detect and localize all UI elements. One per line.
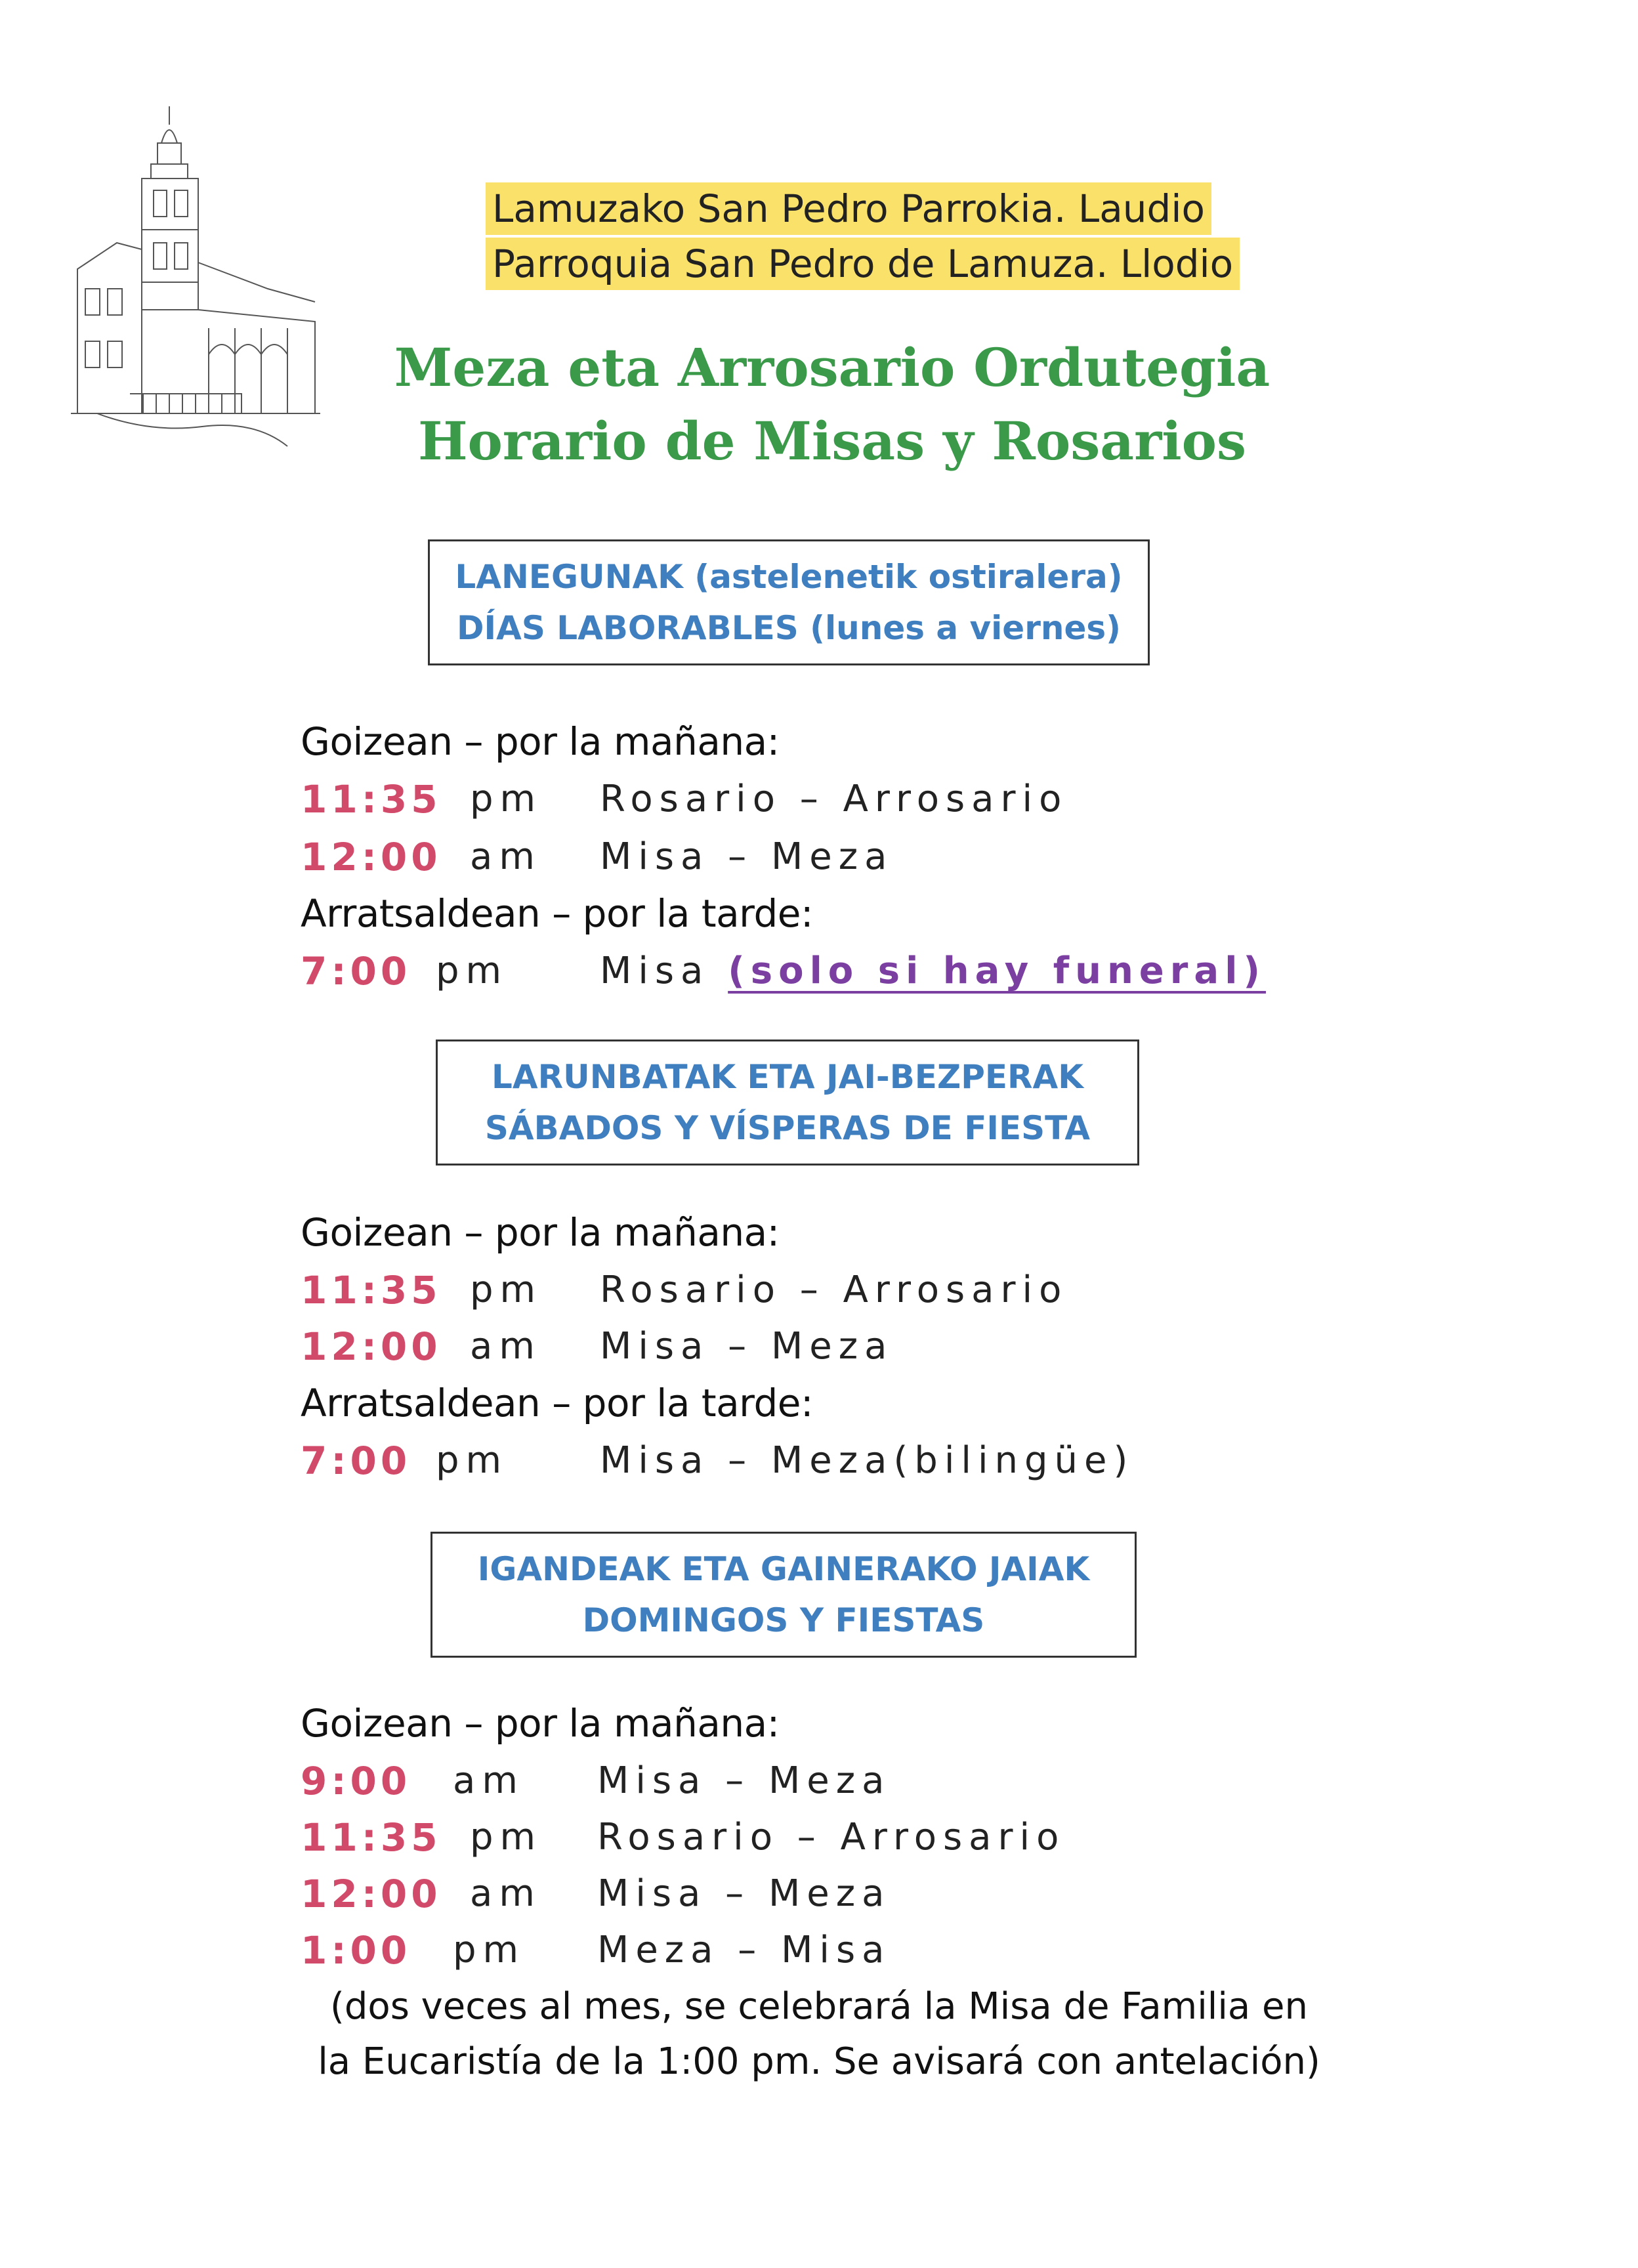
schedule-ampm: am	[470, 1325, 541, 1368]
schedule-ampm: pm	[436, 1439, 509, 1482]
schedule-description: Rosario – Arrosario	[600, 1269, 1068, 1311]
afternoon-label: Arratsaldean – por la tarde:	[301, 1381, 814, 1425]
heading-basque: LARUNBATAK ETA JAI-BEZPERAK	[492, 1058, 1083, 1096]
schedule-time: 12:00	[301, 835, 442, 879]
section-heading-sundays	[430, 1532, 1137, 1658]
schedule-time: 12:00	[301, 1872, 442, 1916]
schedule-ampm: pm	[470, 1816, 543, 1858]
schedule-description: Misa – Meza	[597, 1759, 891, 1802]
heading-basque: IGANDEAK ETA GAINERAKO JAIAK	[477, 1550, 1090, 1588]
schedule-description: Misa – Meza	[600, 1325, 894, 1368]
afternoon-label: Arratsaldean – por la tarde:	[301, 891, 814, 936]
schedule-time: 9:00	[301, 1759, 411, 1803]
schedule-description	[600, 945, 1266, 998]
parish-name-spanish: Parroquia San Pedro de Lamuza. Llodio	[486, 238, 1240, 290]
heading-spanish: DOMINGOS Y FIESTAS	[582, 1601, 985, 1639]
schedule-ampm: pm	[470, 778, 543, 820]
schedule-time: 7:00	[301, 1438, 411, 1483]
schedule-time: 11:35	[301, 1815, 442, 1860]
schedule-time: 11:35	[301, 777, 442, 822]
schedule-description: Misa – Meza(bilingüe)	[600, 1439, 1135, 1482]
section-heading-saturdays	[436, 1040, 1139, 1166]
page-title-basque: Meza eta Arrosario Ordutegia	[394, 337, 1270, 398]
schedule-time: 11:35	[301, 1268, 442, 1312]
schedule-ampm: am	[470, 1872, 541, 1915]
church-illustration	[71, 105, 320, 459]
schedule-ampm: am	[470, 835, 541, 878]
schedule-time: 12:00	[301, 1324, 442, 1369]
morning-label: Goizean – por la mañana:	[301, 1210, 780, 1255]
schedule-description: Misa – Meza	[600, 835, 894, 878]
schedule-description: Rosario – Arrosario	[600, 778, 1068, 820]
schedule-description: Misa – Meza	[597, 1872, 891, 1915]
funeral-note: (solo si hay funeral)	[728, 950, 1266, 992]
heading-spanish: DÍAS LABORABLES (lunes a viernes)	[457, 609, 1121, 647]
schedule-ampm: pm	[436, 950, 509, 992]
schedule-description: Meza – Misa	[597, 1929, 891, 1971]
morning-label: Goizean – por la mañana:	[301, 1701, 780, 1746]
family-mass-note-continued: la Eucaristía de la 1:00 pm. Se avisará con antelación)	[318, 2040, 1320, 2083]
schedule-ampm: am	[453, 1759, 524, 1802]
section-heading-weekdays	[428, 539, 1150, 665]
schedule-ampm: pm	[470, 1269, 543, 1311]
schedule-time: 7:00	[301, 949, 411, 994]
heading-basque: LANEGUNAK (astelenetik ostiralera)	[455, 558, 1123, 596]
schedule-description: Rosario – Arrosario	[597, 1816, 1066, 1858]
heading-spanish: SÁBADOS Y VÍSPERAS DE FIESTA	[484, 1109, 1091, 1147]
schedule-ampm: pm	[453, 1929, 526, 1971]
schedule-time: 1:00	[301, 1928, 411, 1973]
schedule-description-main: Misa	[600, 950, 710, 992]
parish-name-basque: Lamuzako San Pedro Parrokia. Laudio	[486, 182, 1211, 235]
page-title-spanish: Horario de Misas y Rosarios	[417, 410, 1247, 472]
family-mass-note: (dos veces al mes, se celebrará la Misa de Familia en	[330, 1985, 1308, 2028]
morning-label: Goizean – por la mañana:	[301, 719, 780, 764]
